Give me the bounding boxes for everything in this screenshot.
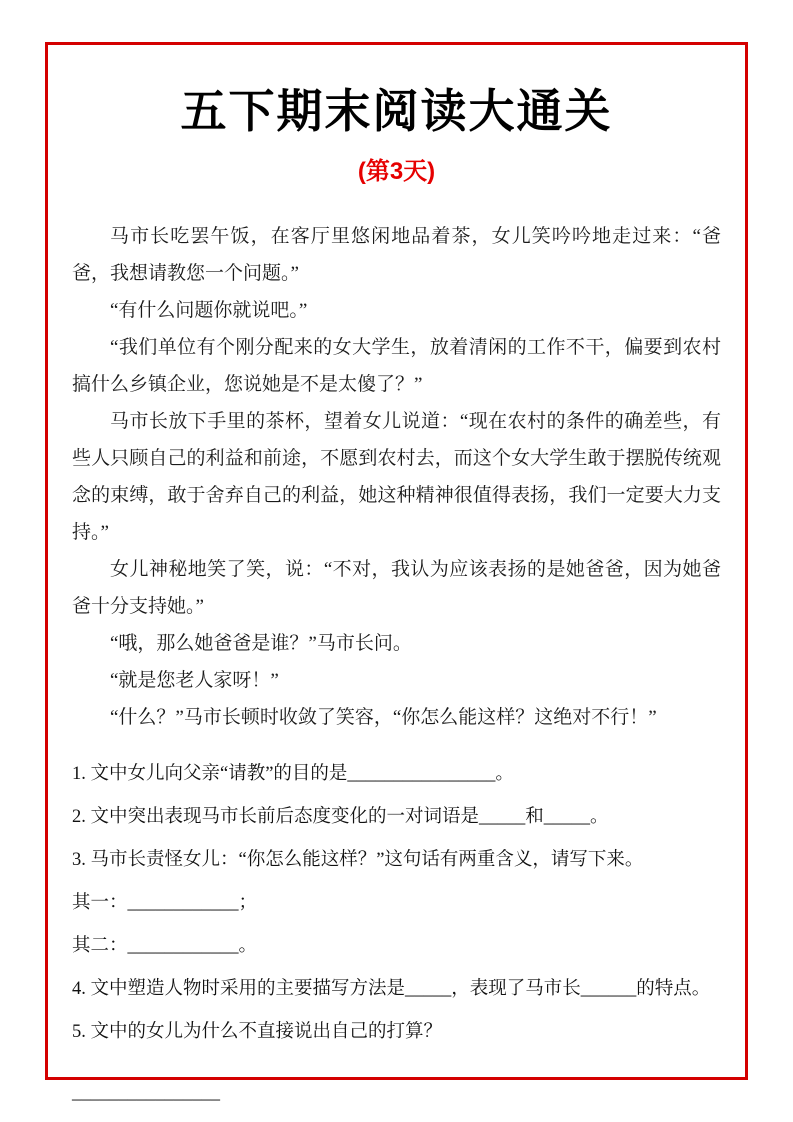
story-paragraph: 马市长吃罢午饭，在客厅里悠闲地品着茶，女儿笑吟吟地走过来：“爸爸，我想请教您一个问题。”: [72, 226, 721, 284]
story-paragraph: “什么？”马市长顿时收敛了笑容，“你怎么能这样？这绝对不行！”: [110, 707, 657, 728]
question-list: [72, 760, 721, 1108]
question-3-answer-line-2: 其二：____________。: [72, 936, 258, 956]
page-title: 五下期末阅读大通关: [180, 85, 613, 137]
question-item-5: 5. 文中的女儿为什么不直接说出自己的打算？: [72, 1022, 443, 1042]
reading-passage: [72, 218, 721, 736]
story-paragraph: “就是您老人家呀！”: [110, 670, 279, 691]
question-3-answer-line-1: 其一：____________；: [72, 893, 258, 913]
story-paragraph: 女儿神秘地笑了笑，说：“不对，我认为应该表扬的是她爸爸，因为她爸爸十分支持她。”: [72, 559, 721, 617]
question-item-1: 1. 文中女儿向父亲“请教”的目的是________________。: [72, 764, 514, 784]
question-item-2: 2. 文中突出表现马市长前后态度变化的一对词语是_____和_____。: [72, 807, 609, 827]
story-paragraph: “哦，那么她爸爸是谁？”马市长问。: [110, 633, 412, 654]
page-border: [45, 42, 748, 1103]
story-paragraph: “有什么问题你就说吧。”: [110, 300, 308, 321]
story-paragraph: “我们单位有个刚分配来的女大学生，放着清闲的工作不干，偏要到农村搞什么乡镇企业，您说她是不是太傻了？”: [72, 337, 721, 395]
answer-blank-line: ________________: [72, 1083, 220, 1103]
story-paragraph: 马市长放下手里的茶杯，望着女儿说道：“现在农村的条件的确差些，有些人只顾自己的利益和前途，不愿到农村去，而这个女大学生敢于摆脱传统观念的束缚，敢于舍弃自己的利益，她这种精神很值得表扬，我们一定要大力支持。”: [72, 411, 721, 543]
question-item-4: 4. 文中塑造人物时采用的主要描写方法是_____，表现了马市长______的特点。: [72, 979, 711, 999]
question-item-3: 3. 马市长责怪女儿：“你怎么能这样？”这句话有两重含义，请写下来。: [72, 850, 644, 870]
page-subtitle: (第3天): [357, 158, 436, 185]
